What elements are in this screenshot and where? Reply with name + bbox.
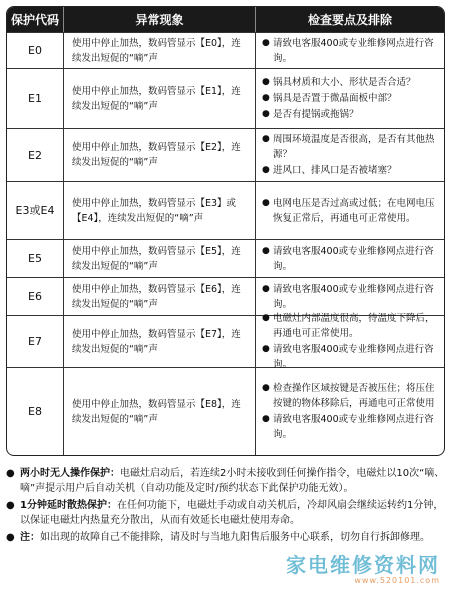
symptom-text: 使用中停止加热，数码管显示【E2】，连续发出短促的“嘀”声 — [64, 129, 256, 181]
bullet-icon: ● — [262, 93, 270, 103]
check-list — [256, 129, 444, 181]
error-code: E0 — [7, 33, 64, 68]
check-text: 周围环境温度是否很高，是否有其他热源？ — [273, 134, 435, 160]
bullet-icon: ● — [262, 134, 270, 144]
bullet-icon: ● — [262, 283, 270, 294]
check-list — [256, 69, 444, 128]
watermark — [286, 549, 440, 585]
check-item — [262, 91, 440, 106]
note-text: 在任何功能下，电磁灶手动或自动关机后，冷却风扇会继续运转约1分钟，以保证电磁灶内热量充分散出，从而有效延长电磁灶使用寿命。 — [20, 500, 444, 526]
check-item — [262, 75, 440, 90]
check-list — [256, 240, 444, 277]
table-row — [7, 367, 444, 455]
table-row — [7, 239, 444, 277]
check-text: 请致电客服400或专业维修网点进行咨询。 — [273, 37, 434, 64]
check-item — [262, 107, 440, 122]
bullet-icon: ● — [6, 500, 15, 511]
notes-section — [6, 466, 445, 547]
check-text: 请致电客服400或专业维修网点进行咨询。 — [273, 283, 434, 310]
check-text: 检查操作区域按键是否被压住；将压住按键的物体移除后，再通电可正常使用 — [273, 383, 435, 409]
symptom-text: 使用中停止加热，数码管显示【E1】，连续发出短促的“嘀”声 — [64, 69, 256, 128]
bullet-icon: ● — [262, 313, 270, 323]
check-item — [262, 196, 440, 226]
check-item — [262, 282, 440, 312]
error-code: E3或E4 — [7, 182, 64, 239]
note-item — [6, 530, 445, 545]
note-item — [6, 498, 445, 528]
check-text: 电网电压是否过高或过低；在电网电压恢复正常后，再通电可正常使用。 — [273, 197, 435, 224]
table-header — [7, 7, 444, 32]
check-text: 请致电客服400或专业维修网点进行咨询。 — [273, 245, 434, 272]
note-lead: 1分钟延时散热保护： — [20, 500, 117, 511]
check-list — [256, 33, 444, 68]
check-item — [262, 36, 440, 66]
symptom-text: 使用中停止加热，数码管显示【E3】或【E4】，连续发出短促的“嘀”声 — [64, 182, 256, 239]
check-text: 锅具材质和大小、形状是否合适？ — [273, 77, 416, 88]
bullet-icon: ● — [262, 197, 270, 208]
bullet-icon: ● — [262, 383, 270, 393]
check-text: 锅具是否置于微晶面板中部？ — [273, 93, 397, 104]
table-row — [7, 313, 444, 370]
check-item — [262, 244, 440, 274]
symptom-text: 使用中停止加热，数码管显示【E8】，连续发出短促的“嘀”声 — [64, 368, 256, 455]
error-code: E6 — [7, 278, 64, 315]
bullet-icon: ● — [6, 532, 15, 543]
check-item — [262, 311, 440, 341]
note-text: 如出现的故障自己不能排除，请及时与当地九阳售后服务中心联系，切勿自行拆卸修理。 — [40, 532, 430, 543]
check-text: 是否有提锅或拖锅？ — [273, 109, 359, 120]
bullet-icon: ● — [6, 468, 15, 479]
error-code: E1 — [7, 69, 64, 128]
table-row — [7, 32, 444, 68]
error-code: E5 — [7, 240, 64, 277]
symptom-text: 使用中停止加热，数码管显示【E6】，连续发出短促的“嘀”声 — [64, 278, 256, 315]
table-row — [7, 277, 444, 315]
check-item — [262, 381, 440, 411]
bullet-icon: ● — [262, 37, 270, 48]
bullet-icon: ● — [262, 245, 270, 256]
check-list — [256, 182, 444, 239]
symptom-text: 使用中停止加热，数码管显示【E7】，连续发出短促的“嘀”声 — [64, 316, 256, 367]
bullet-icon: ● — [262, 77, 270, 87]
bullet-icon: ● — [262, 414, 270, 424]
check-list — [256, 368, 444, 455]
check-text: 请致电客服400或专业维修网点进行咨询。 — [273, 414, 434, 440]
note-lead: 两小时无人操作保护： — [20, 468, 120, 479]
check-item — [262, 132, 440, 162]
watermark-text: 家电维修资料网 — [286, 553, 440, 577]
bullet-icon: ● — [262, 109, 270, 119]
check-list — [256, 313, 444, 370]
bullet-icon: ● — [262, 165, 270, 175]
header-check: 检查要点及排除 — [307, 13, 392, 27]
bullet-icon: ● — [262, 344, 270, 354]
error-code: E7 — [7, 316, 64, 367]
table-row — [7, 128, 444, 181]
error-code: E2 — [7, 129, 64, 181]
error-code: E8 — [7, 368, 64, 455]
check-text: 电磁灶内部温度很高，待温度下降后，再通电可正常使用。 — [273, 313, 435, 339]
note-lead: 注： — [20, 532, 40, 543]
check-list — [256, 278, 444, 315]
check-item — [262, 163, 440, 178]
error-code-table — [6, 6, 445, 456]
table-body — [7, 32, 444, 455]
symptom-text: 使用中停止加热，数码管显示【E5】，连续发出短促的“嘀”声 — [64, 240, 256, 277]
note-item — [6, 466, 445, 496]
check-text: 请致电客服400或专业维修网点进行咨询。 — [273, 344, 434, 370]
watermark-url: www.520101.com — [354, 576, 440, 585]
check-item — [262, 412, 440, 442]
note-text: 电磁灶启动后，若连续2小时未接收到任何操作指令，电磁灶以10次“嘀、嘀”声提示用户后自动关机（自动功能及定时/预约状态下此保护功能无效）。 — [20, 468, 445, 494]
header-code: 保护代码 — [7, 7, 64, 32]
table-row — [7, 181, 444, 239]
check-text: 进风口、排风口是否被堵塞？ — [273, 165, 397, 176]
header-symptom: 异常现象 — [64, 7, 256, 32]
table-row — [7, 68, 444, 128]
symptom-text: 使用中停止加热，数码管显示【E0】，连续发出短促的“嘀”声 — [64, 33, 256, 68]
